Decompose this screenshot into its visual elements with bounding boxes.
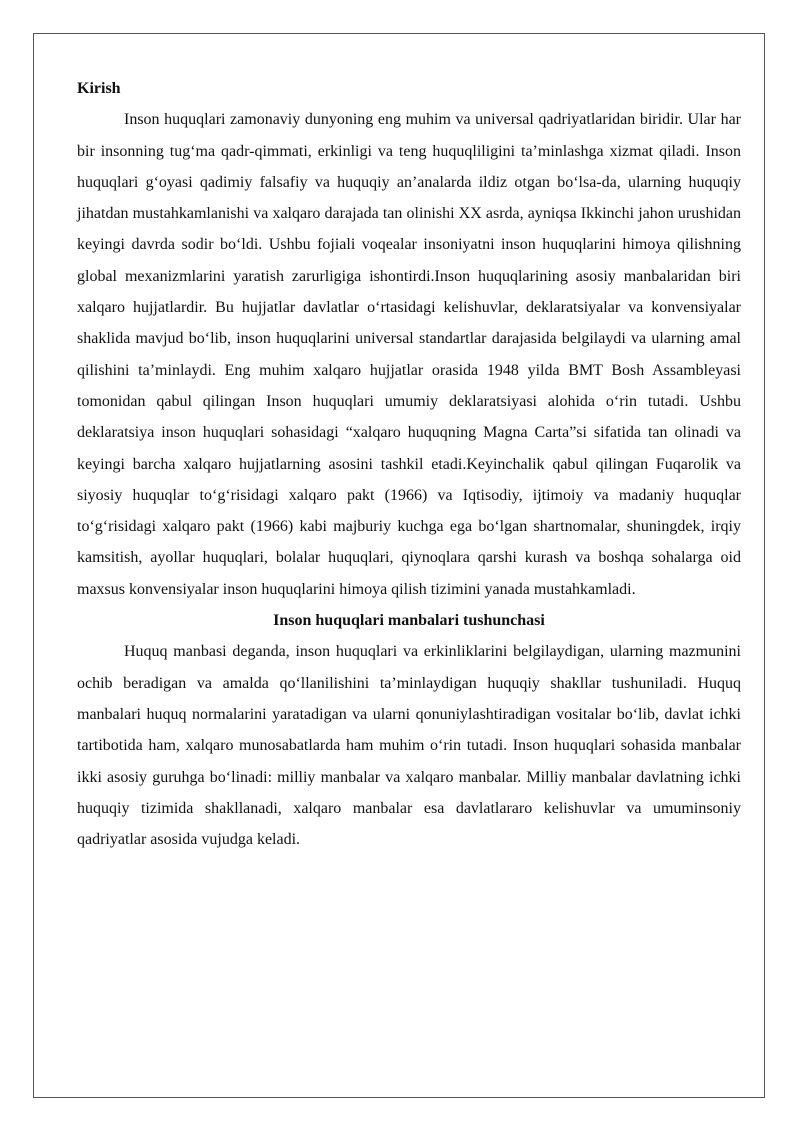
section-heading-manbalar: Inson huquqlari manbalari tushunchasi (273, 612, 545, 630)
document-body (77, 73, 741, 855)
section-paragraph-kirish: Inson huquqlari zamonaviy dunyoning eng muhim va universal qadriyatlaridan biridir. Ular har bir insonning tug‘ma qadr-qimmati, erkinligi va teng huquqliligini ta’minlashga xizmat qiladi. Inson huquqlari g‘oyasi qadimiy falsafiy va huquqiy an’analarda ildiz otgan bo‘lsa-da, ularning huquqiy jihatdan mustahkamlanishi va xalqaro darajada tan olinishi XX asrda, ayniqsa Ikkinchi jahon urushidan keyingi davrda sodir bo‘ldi. Ushbu fojiali voqealar insoniyatni inson huquqlarini himoya qilishning global mexanizmlarini yaratish zarurligiga ishontirdi.Inson huquqlarining asosiy manbalaridan biri xalqaro hujjatlardir. Bu hujjatlar davlatlar o‘rtasidagi kelishuvlar, deklaratsiyalar va konvensiyalar shaklida mavjud bo‘lib, inson huquqlarini universal standartlar darajasida belgilaydi va ularning amal qilishini ta’minlaydi. Eng muhim xalqaro hujjatlar orasida 1948 yilda BMT Bosh Assambleyasi tomonidan qabul qilingan Inson huquqlari umumiy deklaratsiyasi alohida o‘rin tutadi. Ushbu deklaratsiya inson huquqlari sohasidagi “xalqaro huquqning Magna Carta”si sifatida tan olinadi va keyingi barcha xalqaro hujjatlarning asosini tashkil etadi.Keyinchalik qabul qilingan Fuqarolik va siyosiy huquqlar to‘g‘risidagi xalqaro pakt (1966) va Iqtisodiy, ijtimoiy va madaniy huquqlar to‘g‘risidagi xalqaro pakt (1966) kabi majburiy kuchga ega bo‘lgan shartnomalar, shuningdek, irqiy kamsitish, ayollar huquqlari, bolalar huquqlari, qiynoqlara qarshi kurash va boshqa sohalarga oid maxsus konvensiyalar inson huquqlarini himoya qilish tizimini yanada mustahkamladi. (77, 111, 741, 598)
section-paragraph-manbalar: Huquq manbasi deganda, inson huquqlari va erkinliklarini belgilaydigan, ularning mazmunini ochib beradigan va amalda qo‘llanilishini ta’minlaydigan huquqiy shakllar tushuniladi. Huquq manbalari huquq normalarini yaratadigan va ularni qonuniylashtiradigan vositalar bo‘lib, davlat ichki tartibotida ham, xalqaro munosabatlarda ham muhim o‘rin tutadi. Inson huquqlari sohasida manbalar ikki asosiy guruhga bo‘linadi: milliy manbalar va xalqaro manbalar. Milliy manbalar davlatning ichki huquqiy tizimida shakllanadi, xalqaro manbalar esa davlatlararo kelishuvlar va umuminsoniy qadriyatlar asosida vujudga keladi. (77, 643, 741, 849)
section-heading-kirish: Kirish (77, 80, 121, 97)
